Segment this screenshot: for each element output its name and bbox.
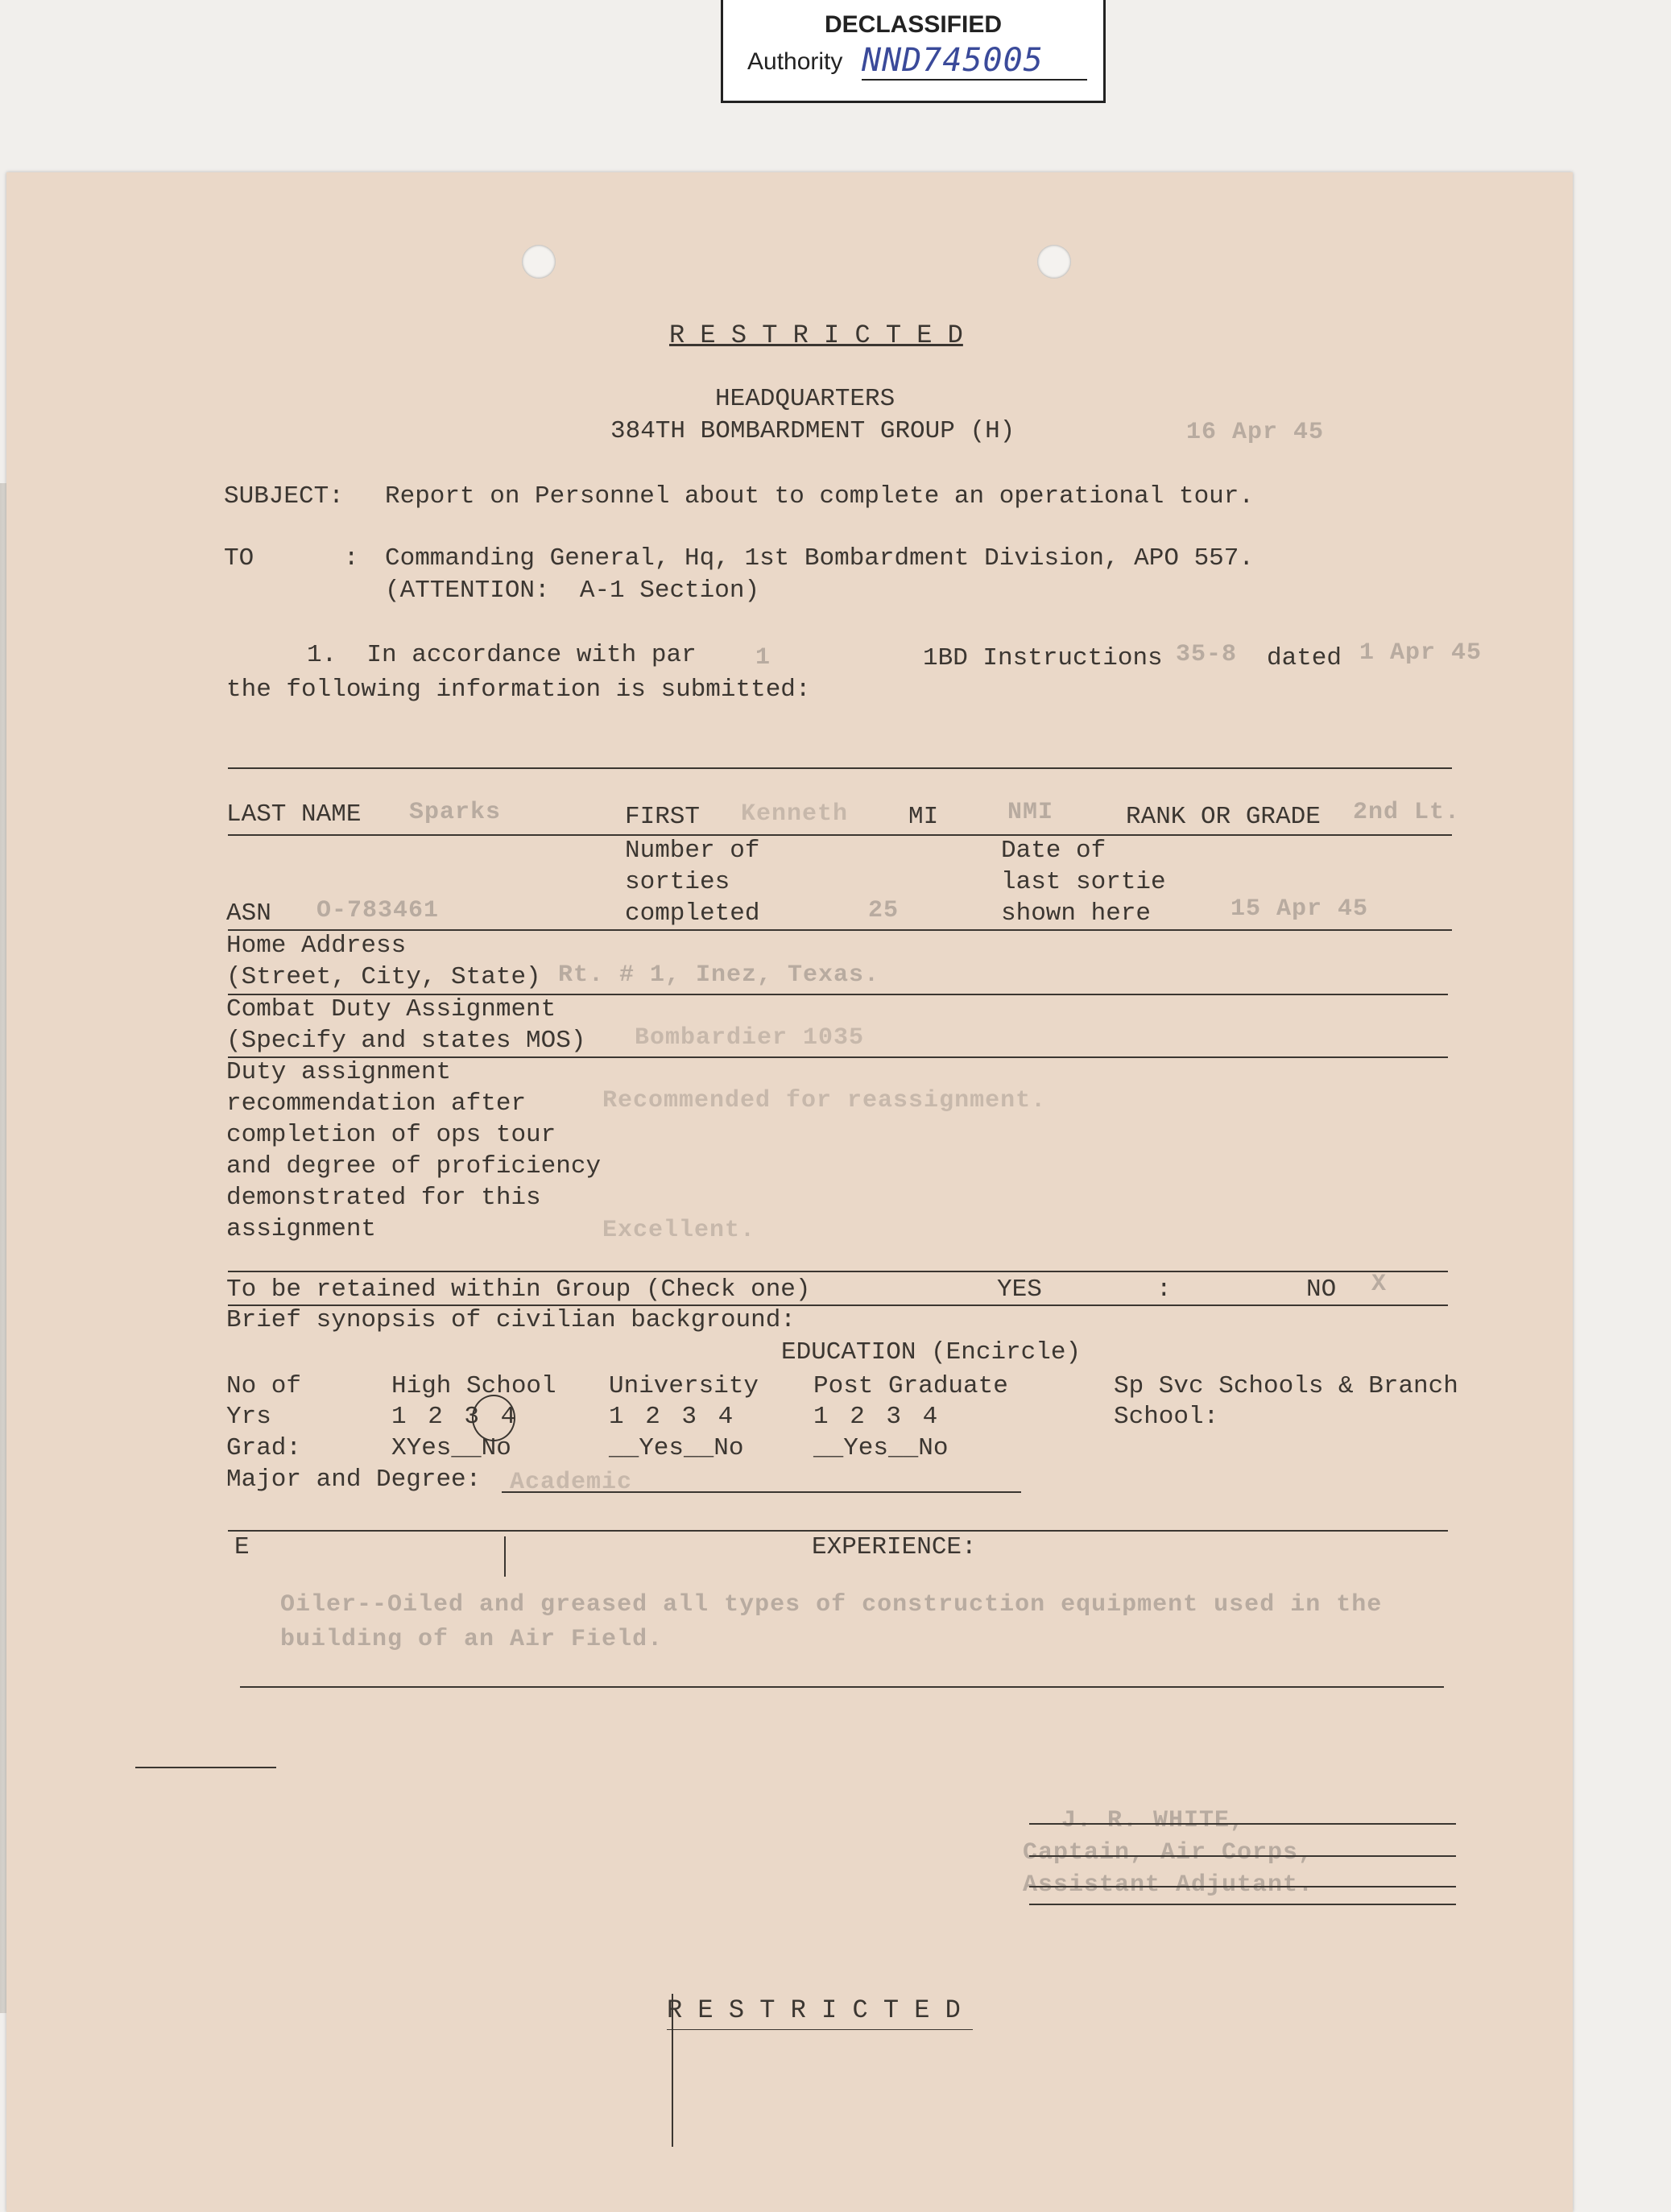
subject-text: Report on Personnel about to complete an operational tour. bbox=[385, 482, 1254, 511]
rule-2 bbox=[228, 834, 1452, 836]
stamp-authority-label: Authority bbox=[747, 48, 843, 75]
proficiency-value: Excellent. bbox=[602, 1217, 756, 1244]
sorties-label-2: sorties bbox=[625, 868, 730, 896]
duty-label-5: demonstrated for this bbox=[226, 1184, 541, 1212]
combat-label-2: (Specify and states MOS) bbox=[226, 1027, 586, 1055]
duty-label-4: and degree of proficiency bbox=[226, 1152, 602, 1180]
to-label: TO : bbox=[224, 544, 359, 573]
last-sortie-label-3: shown here bbox=[1001, 899, 1152, 928]
stamp-title: DECLASSIFIED bbox=[824, 11, 1003, 38]
retained-label: To be retained within Group (Check one) bbox=[226, 1276, 811, 1304]
classification-top: R E S T R I C T E D bbox=[669, 320, 963, 350]
para1-date: 1 Apr 45 bbox=[1359, 639, 1483, 667]
document-page bbox=[6, 172, 1573, 2212]
stamp-authority-value: NND745005 bbox=[862, 42, 1087, 81]
synopsis-label: Brief synopsis of civilian background: bbox=[226, 1306, 796, 1334]
sorties-value: 25 bbox=[868, 897, 900, 924]
combat-label-1: Combat Duty Assignment bbox=[226, 995, 556, 1023]
unit-name: 384TH BOMBARDMENT GROUP (H) bbox=[610, 417, 1015, 445]
signature-strike-2 bbox=[1029, 1855, 1456, 1857]
grad-label: Grad: bbox=[226, 1434, 302, 1462]
asn-value: O-783461 bbox=[316, 897, 440, 924]
experience-line-2: building of an Air Field. bbox=[280, 1626, 664, 1653]
footer-rule bbox=[667, 2029, 973, 2030]
university-grad: __Yes__No bbox=[609, 1434, 744, 1462]
experience-line-1: Oiler--Oiled and greased all types of construction equipment used in the bbox=[280, 1591, 1383, 1619]
university-label: University bbox=[609, 1372, 759, 1400]
para1-instructions-number: 35-8 bbox=[1176, 641, 1238, 668]
signature-rule bbox=[1029, 1904, 1456, 1905]
sp-svc-label-2: School: bbox=[1114, 1403, 1219, 1431]
para1-line2: the following information is submitted: bbox=[226, 676, 811, 704]
rule-1 bbox=[228, 767, 1452, 769]
rule-major bbox=[502, 1491, 1021, 1493]
combat-value: Bombardier 1035 bbox=[635, 1024, 865, 1052]
mi-label: MI bbox=[908, 803, 939, 831]
university-years: 1 2 3 4 bbox=[609, 1403, 737, 1431]
duty-label-6: assignment bbox=[226, 1215, 377, 1243]
memo-date: 16 Apr 45 bbox=[1186, 419, 1325, 446]
declassified-stamp bbox=[721, 0, 1106, 103]
sp-svc-label-1: Sp Svc Schools & Branch bbox=[1114, 1372, 1458, 1400]
duty-label-3: completion of ops tour bbox=[226, 1121, 556, 1149]
post-graduate-grad: __Yes__No bbox=[813, 1434, 949, 1462]
experience-label: EXPERIENCE: bbox=[812, 1533, 977, 1561]
no-of-label: No of bbox=[226, 1372, 302, 1400]
last-sortie-value: 15 Apr 45 bbox=[1231, 895, 1369, 923]
last-name-label: LAST NAME bbox=[226, 800, 362, 829]
punch-hole-left bbox=[522, 245, 556, 279]
retained-yes-label: YES bbox=[997, 1276, 1042, 1304]
para1-dated-label: dated bbox=[1267, 644, 1342, 672]
signature-line-3: Assistant Adjutant. bbox=[1023, 1871, 1314, 1899]
sorties-label-1: Number of bbox=[625, 837, 760, 865]
signature-strike-1 bbox=[1029, 1823, 1456, 1825]
high-school-label: High School bbox=[391, 1372, 556, 1400]
headquarters: HEADQUARTERS bbox=[715, 385, 895, 413]
high-school-grad: XYes__No bbox=[391, 1434, 511, 1462]
to-line1: Commanding General, Hq, 1st Bombardment Division, APO 557. bbox=[385, 544, 1254, 573]
post-graduate-label: Post Graduate bbox=[813, 1372, 1008, 1400]
first-name-label: FIRST bbox=[625, 803, 701, 831]
rank-value: 2nd Lt. bbox=[1353, 799, 1461, 826]
signature-line-2: Captain, Air Corps, bbox=[1023, 1839, 1314, 1867]
retained-colon: : bbox=[1156, 1276, 1172, 1304]
education-label: EDUCATION (Encircle) bbox=[781, 1338, 1082, 1366]
rule-6 bbox=[228, 1271, 1448, 1272]
last-sortie-label-2: last sortie bbox=[1001, 868, 1166, 896]
para1-instructions-label: 1BD Instructions bbox=[923, 644, 1163, 672]
rank-label: RANK OR GRADE bbox=[1126, 803, 1321, 831]
home-label-1: Home Address bbox=[226, 932, 407, 960]
home-label-2: (Street, City, State) bbox=[226, 963, 541, 991]
stray-rule-left bbox=[135, 1767, 276, 1768]
major-degree-label: Major and Degree: bbox=[226, 1466, 482, 1494]
retained-no-label: NO bbox=[1306, 1276, 1337, 1304]
duty-label-2: recommendation after bbox=[226, 1089, 527, 1118]
classification-bottom: R E S T R I C T E D bbox=[667, 1995, 961, 2025]
last-sortie-label-1: Date of bbox=[1001, 837, 1106, 865]
rule-9 bbox=[240, 1686, 1444, 1688]
high-school-years: 1 2 3 4 bbox=[391, 1403, 519, 1431]
signature-strike-3 bbox=[1029, 1886, 1456, 1887]
e-label: E bbox=[234, 1533, 250, 1561]
last-name-value: Sparks bbox=[409, 799, 502, 826]
signature-line-1: J. R. WHITE, bbox=[1061, 1807, 1246, 1834]
asn-label: ASN bbox=[226, 899, 271, 928]
para1-par-number: 1 bbox=[755, 644, 771, 672]
to-line2: (ATTENTION: A-1 Section) bbox=[385, 577, 760, 605]
para1-start: 1. In accordance with par bbox=[307, 641, 697, 669]
footer-vertical-mark bbox=[672, 1994, 673, 2147]
subject-label: SUBJECT: bbox=[224, 482, 344, 511]
stray-mark bbox=[504, 1536, 506, 1577]
sorties-label-3: completed bbox=[625, 899, 760, 928]
punch-hole-right bbox=[1037, 245, 1071, 279]
rule-8 bbox=[228, 1530, 1448, 1532]
rule-3 bbox=[228, 929, 1452, 931]
yrs-label: Yrs bbox=[226, 1403, 271, 1431]
major-degree-value: Academic bbox=[510, 1469, 633, 1496]
first-name-value: Kenneth bbox=[741, 800, 849, 828]
retained-check-mark: X bbox=[1371, 1271, 1388, 1298]
post-graduate-years: 1 2 3 4 bbox=[813, 1403, 941, 1431]
mi-value: NMI bbox=[1007, 799, 1054, 826]
duty-label-1: Duty assignment bbox=[226, 1058, 452, 1086]
home-value: Rt. # 1, Inez, Texas. bbox=[558, 961, 880, 989]
duty-recommendation-value: Recommended for reassignment. bbox=[602, 1087, 1047, 1114]
